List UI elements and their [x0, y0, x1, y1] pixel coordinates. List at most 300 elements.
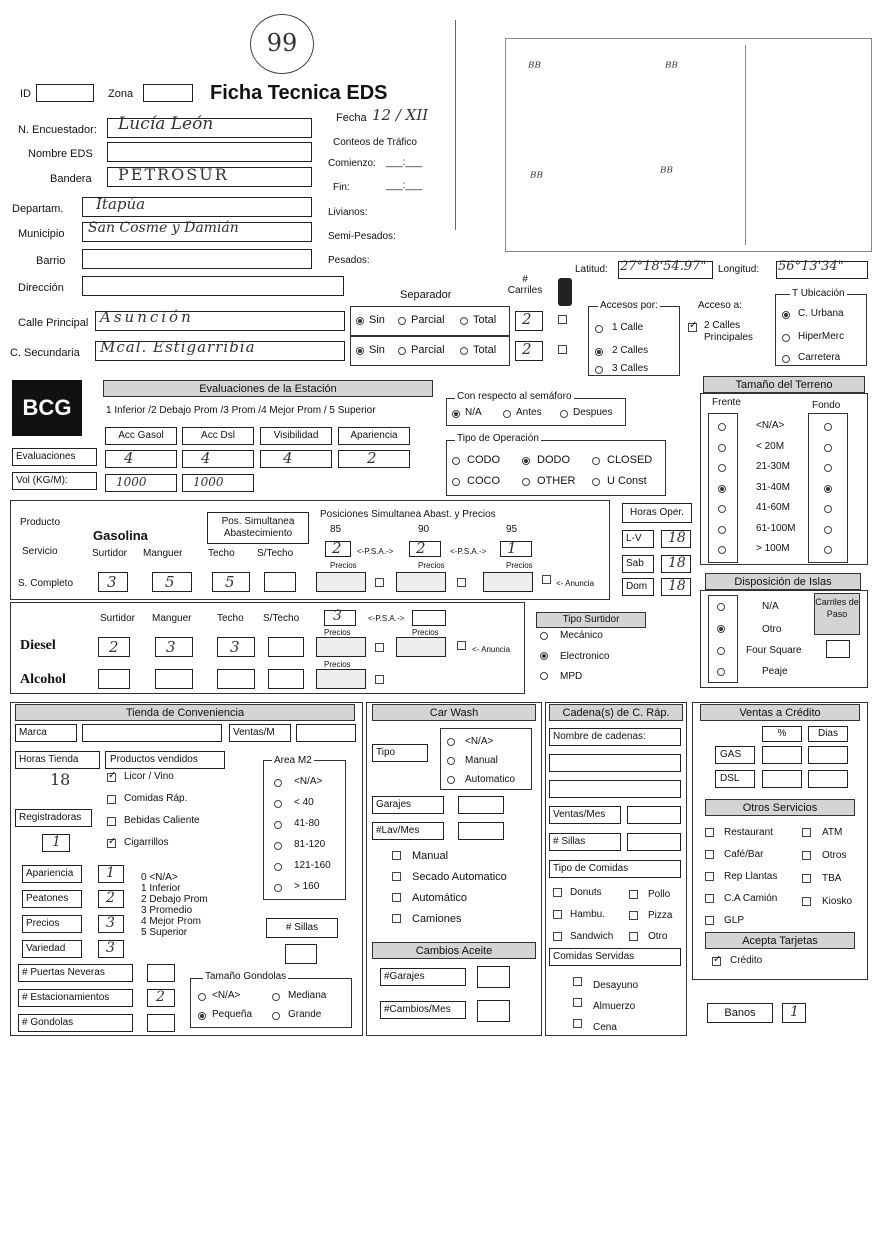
servida-label: Cena — [593, 1022, 617, 1033]
accesos-title: Accesos por: — [600, 300, 658, 311]
circled-mark: 99 — [250, 14, 314, 74]
oct-95: 95 — [506, 524, 518, 535]
semaforo-despues-radio[interactable] — [560, 410, 568, 418]
sketch-pump-mark: ᴮᴮ — [660, 165, 673, 181]
frente-radio[interactable] — [718, 423, 726, 431]
encuestador-label: N. Encuestador: — [18, 124, 97, 136]
servida-label: Almuerzo — [593, 1001, 636, 1012]
eval-acc-dsl[interactable]: 4 — [182, 450, 254, 468]
sketch-pump-mark: ᴮᴮ — [665, 60, 678, 76]
servidas-label: Comidas Servidas — [549, 948, 681, 966]
eval-visibilidad[interactable]: 4 — [260, 450, 332, 468]
fondo-radio[interactable] — [824, 546, 832, 554]
oct95-pos[interactable]: 1 — [500, 541, 532, 557]
oct85-pos[interactable]: 2 — [325, 541, 351, 557]
gond-grande-label: Grande — [288, 1009, 322, 1020]
servida-label: Desayuno — [593, 980, 639, 991]
cambios-header: Cambios Aceite — [372, 942, 536, 959]
direccion-label: Dirección — [18, 282, 64, 294]
pos-sim-label: Pos. Simultanea Abastecimiento — [207, 512, 309, 544]
dsl-label: DSL — [715, 770, 755, 788]
precio-85[interactable] — [316, 572, 366, 592]
producto-label: Producto — [20, 517, 61, 528]
credito-header: Ventas a Crédito — [700, 704, 860, 721]
cw-check[interactable] — [392, 851, 401, 860]
col-techo: Techo — [208, 548, 235, 559]
alcohol-anuncia[interactable] — [375, 675, 384, 684]
mpd-radio[interactable] — [540, 672, 548, 680]
diesel-anuncia-label: <- Anuncia — [472, 645, 511, 654]
garajes-label: Garajes — [372, 796, 444, 814]
registradoras-label: Registradoras — [15, 809, 92, 827]
frente-radio[interactable] — [718, 485, 726, 493]
alcohol-stecho[interactable] — [268, 669, 304, 689]
terreno-size-label: 31-40M — [756, 481, 790, 493]
psa-90: <-P.S.A.-> — [450, 547, 487, 556]
accesos-2-label: 2 Calles — [612, 345, 649, 356]
frente-radio[interactable] — [718, 526, 726, 534]
ventas-mes-label: Ventas/Mes — [549, 806, 621, 824]
servida-check[interactable] — [573, 977, 582, 986]
pct-label: % — [762, 726, 802, 742]
islas-na-radio[interactable] — [717, 603, 725, 611]
parcial-radio-2[interactable] — [398, 347, 406, 355]
fin-label: Fin: — [333, 182, 350, 193]
gondolas-group — [190, 978, 352, 1028]
carriles-label: # Carriles — [507, 274, 543, 296]
ventas-mes-field[interactable] — [627, 806, 681, 824]
service-label: TBA — [822, 873, 842, 884]
semaforo-na-label: N/A — [465, 407, 482, 418]
tienda-bottom-field[interactable]: 2 — [147, 989, 175, 1007]
service-label: Rep Llantas — [724, 871, 778, 882]
service-check[interactable] — [705, 916, 714, 925]
diesel-techo[interactable]: 3 — [217, 637, 255, 657]
tienda-eval-label: Precios — [22, 915, 82, 933]
tienda-eval-field[interactable]: 3 — [98, 940, 124, 958]
dos-calles-check[interactable] — [688, 323, 697, 332]
cadenas-sillas-field[interactable] — [627, 833, 681, 851]
cw-na-label: <N/A> — [465, 736, 494, 747]
accesos-1-radio[interactable] — [595, 325, 603, 333]
area-label: > 160 — [294, 881, 320, 892]
comida-label: Donuts — [570, 887, 602, 898]
islas-header: Disposición de Islas — [705, 573, 861, 590]
acceso-a-label: Acceso a: — [698, 300, 742, 311]
islas-four-radio[interactable] — [717, 647, 725, 655]
area-label: 41-80 — [294, 818, 320, 829]
gas-surtidor[interactable]: 3 — [98, 572, 128, 592]
semi-label: Semi-Pesados: — [328, 231, 396, 242]
tienda-header: Tienda de Conveniencia — [15, 704, 355, 721]
diesel-pos-2[interactable] — [412, 610, 446, 626]
eval-acc-gasol[interactable]: 4 — [105, 450, 177, 468]
precios-85: Precios — [330, 561, 357, 570]
service-label: ATM — [822, 827, 843, 838]
terreno-size-label: 41-60M — [756, 502, 790, 513]
fondo-label: Fondo — [812, 400, 841, 411]
gond-mediana-radio[interactable] — [272, 993, 280, 1001]
nombre-cadenas-label: Nombre de cadenas: — [549, 728, 681, 746]
diesel-anuncia-1[interactable] — [375, 643, 384, 652]
tipo-surtidor-header: Tipo Surtidor — [536, 612, 646, 628]
total-label: Total — [473, 314, 497, 326]
urbana-radio[interactable] — [782, 311, 790, 319]
posiciones-label: Posiciones Simultanea Abast. y Precios — [320, 509, 496, 520]
tienda-bottom-label: # Puertas Neveras — [18, 964, 133, 982]
uconst-radio[interactable] — [592, 478, 600, 486]
carriles-principal-value: 2 — [522, 310, 532, 328]
diesel-anuncia-2[interactable] — [457, 641, 466, 650]
d-col-techo: Techo — [217, 613, 244, 624]
anuncia-90[interactable] — [457, 578, 466, 587]
garajes-field[interactable] — [458, 796, 504, 814]
service-label: Restaurant — [724, 827, 773, 838]
ventas-field[interactable] — [296, 724, 356, 742]
gond-na-radio[interactable] — [198, 993, 206, 1001]
barrio-field[interactable] — [82, 249, 312, 269]
area-radio[interactable] — [274, 821, 282, 829]
service-check[interactable] — [705, 828, 714, 837]
lav-label: #Lav/Mes — [372, 822, 444, 840]
frente-radio[interactable] — [718, 444, 726, 452]
service-check[interactable] — [705, 894, 714, 903]
dodo-radio[interactable] — [522, 457, 530, 465]
pesados-label: Pesados: — [328, 255, 370, 266]
cambios-mes-label: #Cambios/Mes — [380, 1001, 466, 1019]
frente-radio[interactable] — [718, 464, 726, 472]
diesel-surtidor[interactable]: 2 — [98, 637, 130, 657]
gond-grande-radio[interactable] — [272, 1012, 280, 1020]
electronico-radio[interactable] — [540, 652, 548, 660]
sketch-divider — [745, 45, 746, 245]
semaforo-antes-radio[interactable] — [503, 410, 511, 418]
tienda-scale-item: 1 Inferior — [141, 883, 181, 894]
servicio-label: Servicio — [22, 546, 58, 557]
latitud-value: 27°18'54.97" — [620, 259, 707, 274]
tienda-bottom-field[interactable] — [147, 1014, 175, 1032]
parcial-radio[interactable] — [398, 317, 406, 325]
tienda-bottom-field[interactable] — [147, 964, 175, 982]
fondo-radio[interactable] — [824, 423, 832, 431]
semaforo-na-radio[interactable] — [452, 410, 460, 418]
diesel-precio-2[interactable] — [396, 637, 446, 657]
tipo-comidas-label: Tipo de Comidas — [549, 860, 681, 878]
fondo-radio[interactable] — [824, 505, 832, 513]
gond-pequena-radio[interactable] — [198, 1012, 206, 1020]
site-sketch — [505, 38, 872, 252]
tienda-eval-field[interactable]: 2 — [98, 890, 124, 908]
terreno-size-label: 21-30M — [756, 461, 790, 472]
horas-lv-label: L-V — [622, 530, 654, 548]
latitud-label: Latitud: — [575, 264, 608, 275]
horas-dom-label: Dom — [622, 578, 654, 596]
registradoras-field[interactable]: 1 — [42, 834, 70, 852]
sin-radio-2[interactable] — [356, 347, 364, 355]
cambios-garajes-field[interactable] — [477, 966, 510, 988]
ventas-label: Ventas/M — [229, 724, 291, 742]
dsl-pct[interactable] — [762, 770, 802, 788]
productos-label: Productos vendidos — [105, 751, 225, 769]
diesel-pos[interactable]: 3 — [324, 610, 356, 626]
service-check[interactable] — [705, 850, 714, 859]
sillas-field[interactable] — [285, 944, 317, 964]
hipermerc-radio[interactable] — [782, 334, 790, 342]
cambios-mes-field[interactable] — [477, 1000, 510, 1022]
departam-label: Departam. — [12, 203, 64, 215]
codo-radio[interactable] — [452, 457, 460, 465]
cadenas-sillas-label: # Sillas — [549, 833, 621, 851]
gas-techo[interactable]: 5 — [212, 572, 250, 592]
comida-check[interactable] — [553, 910, 562, 919]
area-title: Area M2 — [274, 755, 312, 766]
vol-dsl[interactable]: 1000 — [182, 474, 254, 492]
cw-check-label: Automático — [412, 892, 468, 904]
oct-85: 85 — [330, 524, 342, 535]
diesel-manguer[interactable]: 3 — [155, 637, 193, 657]
cw-check[interactable] — [392, 914, 401, 923]
dsl-dias[interactable] — [808, 770, 848, 788]
calle-principal-label: Calle Principal — [18, 317, 89, 329]
accesos-3-radio[interactable] — [595, 366, 603, 374]
producto-check[interactable] — [107, 773, 116, 782]
departam-value: Itapúa — [96, 195, 146, 213]
credito-label: Crédito — [730, 955, 763, 966]
service-label: Café/Bar — [724, 849, 764, 860]
alcohol-surtidor[interactable] — [98, 669, 130, 689]
terreno-size-label: < 20M — [756, 440, 785, 452]
comida-check[interactable] — [553, 888, 562, 897]
tienda-eval-label: Peatones — [22, 890, 82, 908]
cw-check[interactable] — [392, 893, 401, 902]
fondo-radio[interactable] — [824, 444, 832, 452]
service-check[interactable] — [802, 828, 811, 837]
oct90-pos[interactable]: 2 — [409, 541, 441, 557]
zona-field[interactable] — [143, 84, 193, 102]
gas-manguer[interactable]: 5 — [152, 572, 192, 592]
banos-label: Banos — [707, 1003, 773, 1023]
total-radio[interactable] — [460, 317, 468, 325]
cw-check[interactable] — [392, 872, 401, 881]
diesel-precio[interactable] — [316, 637, 366, 657]
sin-label-2: Sin — [369, 344, 385, 356]
cw-na-radio[interactable] — [447, 738, 455, 746]
gasolina-label: Gasolina — [93, 528, 148, 543]
closed-radio[interactable] — [592, 457, 600, 465]
credito-check[interactable] — [712, 957, 721, 966]
accesos-2-radio[interactable] — [595, 348, 603, 356]
longitud-value: 56°13'34" — [778, 259, 844, 274]
tienda-bottom-label: # Gondolas — [18, 1014, 133, 1032]
sin-radio[interactable] — [356, 317, 364, 325]
gond-mediana-label: Mediana — [288, 990, 327, 1001]
precio-95[interactable] — [483, 572, 533, 592]
sin-label: Sin — [369, 314, 385, 326]
conteos-label: Conteos de Tráfico — [333, 137, 417, 148]
horas-lv-field[interactable]: 18 — [661, 530, 691, 548]
col-apariencia: Apariencia — [338, 427, 410, 445]
longitud-label: Longitud: — [718, 264, 760, 275]
gas-pct[interactable] — [762, 746, 802, 764]
tienda-eval-field[interactable]: 3 — [98, 915, 124, 933]
psa-diesel: <-P.S.A.-> — [368, 614, 405, 623]
terreno-header: Tamaño del Terreno — [703, 376, 865, 393]
precios-95: Precios — [506, 561, 533, 570]
col-acc-dsl: Acc Dsl — [182, 427, 254, 445]
frente-radio[interactable] — [718, 546, 726, 554]
eval-apariencia[interactable]: 2 — [338, 450, 410, 468]
producto-check-label: Licor / Vino — [124, 771, 174, 782]
other-radio[interactable] — [522, 478, 530, 486]
horas-sab-label: Sab — [622, 555, 654, 573]
servida-check[interactable] — [573, 1019, 582, 1028]
service-label: C.A Camión — [724, 893, 778, 904]
terreno-size-label: <N/A> — [756, 420, 785, 431]
horas-tienda-value[interactable]: 18 — [50, 770, 71, 789]
gas-stecho[interactable] — [264, 572, 296, 592]
carretera-radio[interactable] — [782, 355, 790, 363]
service-check[interactable] — [802, 851, 811, 860]
carretera-label: Carretera — [798, 352, 841, 363]
area-radio[interactable] — [274, 800, 282, 808]
otros-servicios-header: Otros Servicios — [705, 799, 855, 816]
gas-label: GAS — [715, 746, 755, 764]
fecha-value[interactable]: 12 / XII — [372, 106, 429, 124]
cw-manual-radio[interactable] — [447, 757, 455, 765]
tienda-eval-label: Variedad — [22, 940, 82, 958]
anuncia-95[interactable] — [542, 575, 551, 584]
alcohol-precio[interactable] — [316, 669, 366, 689]
alcohol-techo[interactable] — [217, 669, 255, 689]
col-stecho: S/Techo — [257, 548, 294, 559]
nombre-cadenas-field-1[interactable] — [549, 754, 681, 772]
bandera-value: PETROSUR — [118, 165, 229, 184]
comida-check[interactable] — [629, 890, 638, 899]
parcial-label-2: Parcial — [411, 344, 445, 356]
service-check[interactable] — [705, 872, 714, 881]
horas-tienda-label: Horas Tienda — [15, 751, 100, 769]
producto-check[interactable] — [107, 795, 116, 804]
area-label: < 40 — [294, 797, 314, 808]
sillas-label: # Sillas — [266, 918, 338, 938]
islas-peaje-radio[interactable] — [717, 668, 725, 676]
municipio-value: San Cosme y Damián — [88, 220, 239, 236]
anuncia-85[interactable] — [375, 578, 384, 587]
marca-field[interactable] — [82, 724, 222, 742]
cw-check-label: Camiones — [412, 913, 462, 925]
electronico-label: Electronico — [560, 651, 610, 662]
producto-check-label: Comidas Ráp. — [124, 793, 188, 804]
area-radio[interactable] — [274, 779, 282, 787]
codo-label: CODO — [467, 454, 500, 466]
producto-check-label: Cigarrillos — [124, 837, 169, 848]
col-acc-gasol: Acc Gasol — [105, 427, 177, 445]
area-radio[interactable] — [274, 863, 282, 871]
service-check[interactable] — [802, 897, 811, 906]
frente-radio[interactable] — [718, 505, 726, 513]
gas-dias[interactable] — [808, 746, 848, 764]
tienda-scale-item: 5 Superior — [141, 927, 188, 938]
form-title: Ficha Tecnica EDS — [210, 82, 388, 104]
direccion-field[interactable] — [82, 276, 344, 296]
carriles-paso-field[interactable] — [826, 640, 850, 658]
nombre-cadenas-field-2[interactable] — [549, 780, 681, 798]
area-radio[interactable] — [274, 842, 282, 850]
ubicacion-title: T Ubicación — [792, 288, 845, 299]
tienda-scale-item: 0 <N/A> — [141, 872, 178, 883]
horas-sab-field[interactable]: 18 — [661, 555, 691, 573]
islas-otro-radio[interactable] — [717, 625, 725, 633]
fondo-radio[interactable] — [824, 485, 832, 493]
cw-auto-radio[interactable] — [447, 776, 455, 784]
precio-90[interactable] — [396, 572, 446, 592]
encuestador-value: Lucía León — [118, 114, 214, 134]
tienda-bottom-label: # Estacionamientos — [18, 989, 133, 1007]
area-radio[interactable] — [274, 884, 282, 892]
tienda-eval-field[interactable]: 1 — [98, 865, 124, 883]
marca-label: Marca — [15, 724, 77, 742]
terreno-size-label: > 100M — [756, 543, 790, 554]
semaforo-antes-label: Antes — [516, 407, 542, 418]
coco-label: COCO — [467, 475, 500, 487]
mpd-label: MPD — [560, 671, 583, 682]
area-label: 121-160 — [294, 860, 331, 871]
urbana-label: C. Urbana — [798, 308, 844, 319]
municipio-label: Municipio — [18, 228, 65, 240]
dodo-label: DODO — [537, 454, 570, 466]
alcohol-manguer[interactable] — [155, 669, 193, 689]
comida-check[interactable] — [629, 932, 638, 941]
fondo-radio[interactable] — [824, 526, 832, 534]
servida-check[interactable] — [573, 998, 582, 1007]
fondo-radio[interactable] — [824, 464, 832, 472]
nombre-eds-field[interactable] — [107, 142, 312, 162]
cw-auto-label: Automatico — [465, 774, 516, 785]
operacion-group — [446, 440, 666, 496]
total-radio-2[interactable] — [460, 347, 468, 355]
semaforo-despues-label: Despues — [573, 407, 613, 418]
coco-radio[interactable] — [452, 478, 460, 486]
comida-label: Pollo — [648, 889, 671, 900]
id-field[interactable] — [36, 84, 94, 102]
uconst-label: U Const — [607, 475, 647, 487]
service-check[interactable] — [802, 874, 811, 883]
comida-check[interactable] — [553, 932, 562, 941]
secundaria-check[interactable] — [558, 345, 567, 354]
area-label: 81-120 — [294, 839, 326, 850]
vol-gasol[interactable]: 1000 — [105, 474, 177, 492]
producto-check[interactable] — [107, 839, 116, 848]
horas-dom-field[interactable]: 18 — [661, 578, 691, 596]
comida-check[interactable] — [629, 911, 638, 920]
fin-blank[interactable]: ___:___ — [386, 180, 423, 191]
tipo-label: Tipo — [372, 744, 428, 762]
mecanico-radio[interactable] — [540, 632, 548, 640]
cw-check-label: Secado Automatico — [412, 871, 507, 883]
banos-field[interactable]: 1 — [782, 1003, 806, 1023]
producto-check[interactable] — [107, 817, 116, 826]
lav-field[interactable] — [458, 822, 504, 840]
diesel-stecho[interactable] — [268, 637, 304, 657]
comida-label: Sandwich — [570, 931, 614, 942]
psa-85: <-P.S.A.-> — [357, 547, 394, 556]
cadenas-header: Cadena(s) de C. Ráp. — [549, 704, 683, 721]
evaluaciones-scale: 1 Inferior /2 Debajo Prom /3 Prom /4 Mejor Prom / 5 Superior — [106, 405, 376, 416]
principal-check[interactable] — [558, 315, 567, 324]
precios-alcohol: Precios — [324, 660, 351, 669]
comienzo-blank[interactable]: ___:___ — [386, 157, 423, 168]
calle-secundaria-value: Mcal. Estigarribia — [100, 338, 256, 356]
